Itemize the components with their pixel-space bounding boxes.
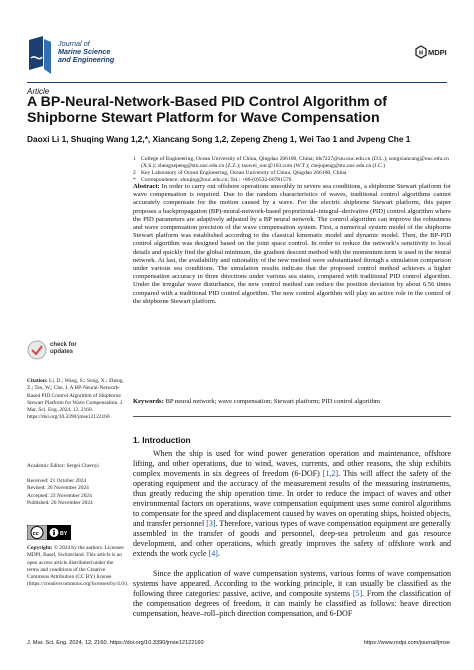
affiliation-text: Correspondence: shuqing@ouc.edu.cn; Tel.: +86-(0)532-66781576 [141,176,292,183]
keywords-text: BP neural network; wave compensation; Stewart platform; PID control algorithm [165,398,380,405]
abstract [133,183,451,306]
header-divider [27,82,447,83]
citation-link[interactable]: [5] [352,588,363,598]
section-heading: 1. Introduction [133,435,191,445]
copyright-label: Copyright: [27,545,53,551]
copyright-text: © 2024 by the authors. Licensee MDPI, Basel, Switzerland. This article is an open access article distributed under the terms and conditions of the Creative Commons Attribution (CC BY) license (https://creativecommons.org/licenses/by/4.0/). [27,545,129,588]
check-for-updates-label[interactable] [50,342,77,355]
affiliation-num: 2 [133,169,136,176]
citation-label: Citation: [27,378,48,384]
p2-text-a: Since the application of wave compensation systems, various forms of wave compensation systems have appeared. According to the working principle, it can usually be classified as the following three categories: passive, active, and composite systems [133,569,451,598]
affiliations [133,156,449,184]
copyright-block [27,545,129,589]
check-updates-line2: updates [50,348,74,355]
date-accepted: Accepted: 23 November 2024 [27,492,92,499]
date-revised: Revised: 20 November 2024 [27,485,89,492]
affiliation-text: College of Engineering, Ocean University of China, Qingdao 266100, China; lds7227@stu.ouc.edu.cn (D.L.); songxiancang@ouc.edu.cn (X.S.); zhengzepeng@stu.ouc.edu.cn (Z.Z.); taowei_ouc@163.com (W.T.); chejupeng@stu.ouc.edu.cn (J.C.) [141,156,449,169]
date-published: Published: 26 November 2024 [27,499,93,506]
paper-title: A BP-Neural-Network-Based PID Control Algorithm of Shipborne Stewart Platform for Wave Compensation [27,94,387,126]
journal-name-line2: and Engineering [58,55,115,65]
p2-text-b: . From the classification of the compensation degrees of freedom, it can mainly be classified as follows: heave direction compensation, heave–roll–pitch direction compensation, and 6-DOF [133,588,451,618]
journal-name-line1: Marine Science [58,47,111,57]
citation-link[interactable]: [4] [208,548,218,558]
abstract-label: Abstract: [133,183,160,190]
abstract-text: In order to carry out offshore operations smoothly in severe sea conditions, a shipborne Stewart platform for wave compensation is required. Due to the random characteristics of waves, traditional control algorithms cannot accurately compensate for the motion caused by a wave. For the electric shipborne Stewart platform, this paper proposes a backpropagation (BP)-neural-network-based proportional–integral–derivative (PID) control algorithm where the PID parameters are adaptively adjusted by a BP neural network. The control algorithm can improve the robustness and wave compensation precision of the wave compensation system. First, a numerical system model of the shipborne Stewart platform was established according to the classical kinematic model and dynamic model. Then, the BP-PID control algorithm was designed based on the joint space control. In order to reduce the network’s sensitivity to local details and quickly find the global minimum, the gradient descent method with the momentum term is used in the neural network. At last, the availability and rationality of the new method were substantiated through a simulation comparison under various sea conditions. The simulation results indicate that the proposed control method achieves a higher compensation accuracy in three directions under various sea states, compared with traditional PID control algorithm. Under the irregular wave disturbance, the new control method can reduce the position deviation by about 6.56 times compared with a traditional PID control algorithm. The new control algorithm will play an active role in the control of the shipborne Stewart platform. [133,183,452,305]
article-type: Article [27,87,50,96]
citation-link[interactable]: [3] [206,518,216,528]
p1-text-a: When the ship is used for wind power generation operation and maintenance, offshore lifting, and other operations, due to wind, waves, currents, and other reasons, the ship exhibits complex movements in six degrees of freedom (6-DOF) [133,449,451,478]
svg-text:BY: BY [60,531,68,537]
abstract-divider [133,416,451,417]
date-received: Received: 21 October 2024 [27,478,87,484]
footer-journal-url[interactable]: https://www.mdpi.com/journal/jmse [363,640,450,646]
affiliation-2 [133,170,449,177]
journal-prefix: Journal of [58,39,90,48]
cc-by-license-icon[interactable] [27,525,71,540]
affiliation-num: 1 [133,156,136,162]
p1-text-d: . [217,548,220,558]
affiliation-text: Key Laboratory of Ocean Engineering, Ocean University of China, Qingdao 266100, China [141,169,347,176]
check-for-updates-icon[interactable] [27,340,47,360]
check-updates-line1: check for [50,342,77,348]
svg-text:M: M [419,50,424,57]
dates-block [27,478,125,507]
p1-text-c: . Therefore, various types of wave compensation equipment are generally assembled in the transfer of goods and personnel, deep-sea petroleum and gas resource development, and other operations, which greatly improves the safety of offshore work and extends the work cycle [133,518,451,558]
keywords [133,398,451,406]
affiliation-num: * [133,176,136,183]
mdpi-logo-icon [415,45,451,65]
citation-block [27,378,125,422]
keywords-label: Keywords: [133,398,164,405]
intro-paragraph-2 [133,569,451,619]
intro-paragraph-1 [133,449,451,558]
publisher-name: MDPI [428,48,447,57]
journal-name [58,40,114,65]
academic-editor: Academic Editor: Sergei Chernyi [27,463,99,469]
journal-logo-icon [27,36,53,74]
citation-link[interactable]: [1,2] [322,468,339,478]
citation-text: Li, D.; Wang, S.; Song, X.; Zheng, Z.; Tao, W.; Che, J. A BP-Neural-Network-Based PID Control Algorithm of Shipborne Stewart Platform for Wave Compensation. J. Mar. Sci. Eng. 2024, 12, 2160. https://doi.org/10.3390/jmse12122160 [27,378,124,421]
footer-citation[interactable]: J. Mar. Sci. Eng. 2024, 12, 2160. https://doi.org/10.3390/jmse12122160 [27,640,204,646]
affiliation-1 [133,156,449,170]
p1-text-b: . This will affect the safety of the operating equipment and the accuracy of the measurement results of the measuring instruments, thus greatly reducing the ship operation time. In order to reduce the impact of waves and other environmental factors on operations, wave compensation equipment uses some control algorithms to compensate for the speed and displacement caused by waves on operating ships, hoisted objects, and transfer personnel [133,468,451,528]
author-list: Daoxi Li 1, Shuqing Wang 1,2,*, Xiancang Song 1,2, Zepeng Zheng 1, Wei Tao 1 and Jvpeng Che 1 [27,134,411,144]
svg-text:cc: cc [32,531,39,537]
